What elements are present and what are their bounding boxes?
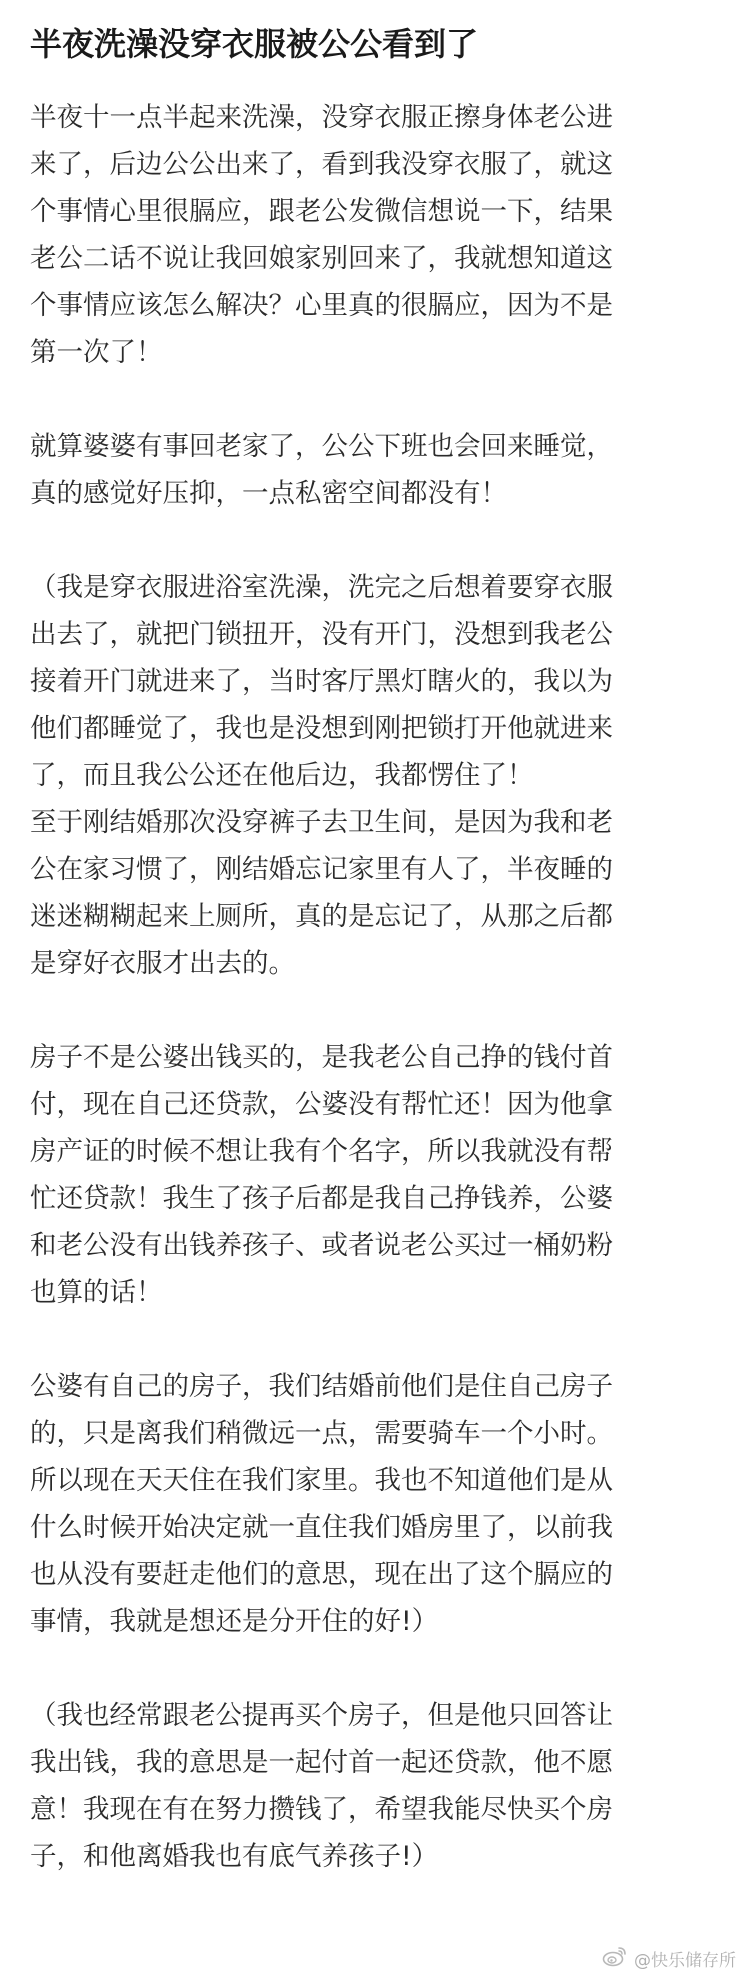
paragraph-spacer bbox=[30, 517, 730, 564]
article-title: 半夜洗澡没穿衣服被公公看到了 bbox=[30, 25, 479, 63]
paragraph-spacer bbox=[30, 376, 730, 423]
weibo-icon bbox=[602, 1945, 628, 1972]
paragraph-6: （我也经常跟老公提再买个房子，但是他只回答让 我出钱，我的意思是一起付首一起还贷款，他不愿 意！我现在有在努力攒钱了，希望我能尽快买个房 子，和他离婚我也有底气养孩子!） bbox=[30, 1700, 613, 1872]
paragraph-1: 半夜十一点半起来洗澡，没穿衣服正擦身体老公进 来了，后边公公出来了，看到我没穿衣服了，就这 个事情心里很膈应，跟老公发微信想说一下，结果 老公二话不说让我回娘家别回来了，我就想知道这 个事情应该怎么解决？心里真的很膈应，因为不是 第一次了！ bbox=[30, 102, 613, 368]
paragraph-5: 公婆有自己的房子，我们结婚前他们是住自己房子 的，只是离我们稍微远一点，需要骑车一个小时。 所以现在天天住在我们家里。我也不知道他们是从 什么时候开始决定就一直住我们婚房里了，以前我 也从没有要赶走他们的意思，现在出了这个膈应的 事情，我就是想还是分开住的好!） bbox=[30, 1371, 613, 1637]
article bbox=[30, 22, 730, 1880]
paragraph-4: 房子不是公婆出钱买的，是我老公自己挣的钱付首 付，现在自己还贷款，公婆没有帮忙还！因为他拿 房产证的时候不想让我有个名字，所以我就没有帮 忙还贷款！我生了孩子后都是我自己挣钱养，公婆 和老公没有出钱养孩子、或者说老公买过一桶奶粉 也算的话！ bbox=[30, 1042, 613, 1308]
paragraph-spacer bbox=[30, 1316, 730, 1363]
watermark bbox=[602, 1945, 736, 1972]
paragraph-spacer bbox=[30, 987, 730, 1034]
paragraph-spacer bbox=[30, 1645, 730, 1692]
paragraph-3: （我是穿衣服进浴室洗澡，洗完之后想着要穿衣服 出去了，就把门锁扭开，没有开门，没想到我老公 接着开门就进来了，当时客厅黑灯瞎火的，我以为 他们都睡觉了，我也是没想到刚把锁打开他就进来 了，而且我公公还在他后边，我都愣住了！ 至于刚结婚那次没穿裤子去卫生间，是因为我和老 公在家习惯了，刚结婚忘记家里有人了，半夜睡的 迷迷糊糊起来上厕所，真的是忘记了，从那之后都 是穿好衣服才出去的。 bbox=[30, 572, 613, 979]
paragraph-2: 就算婆婆有事回老家了，公公下班也会回来睡觉， 真的感觉好压抑，一点私密空间都没有！ bbox=[30, 431, 613, 509]
watermark-text: @快乐储存所 bbox=[634, 1951, 736, 1971]
